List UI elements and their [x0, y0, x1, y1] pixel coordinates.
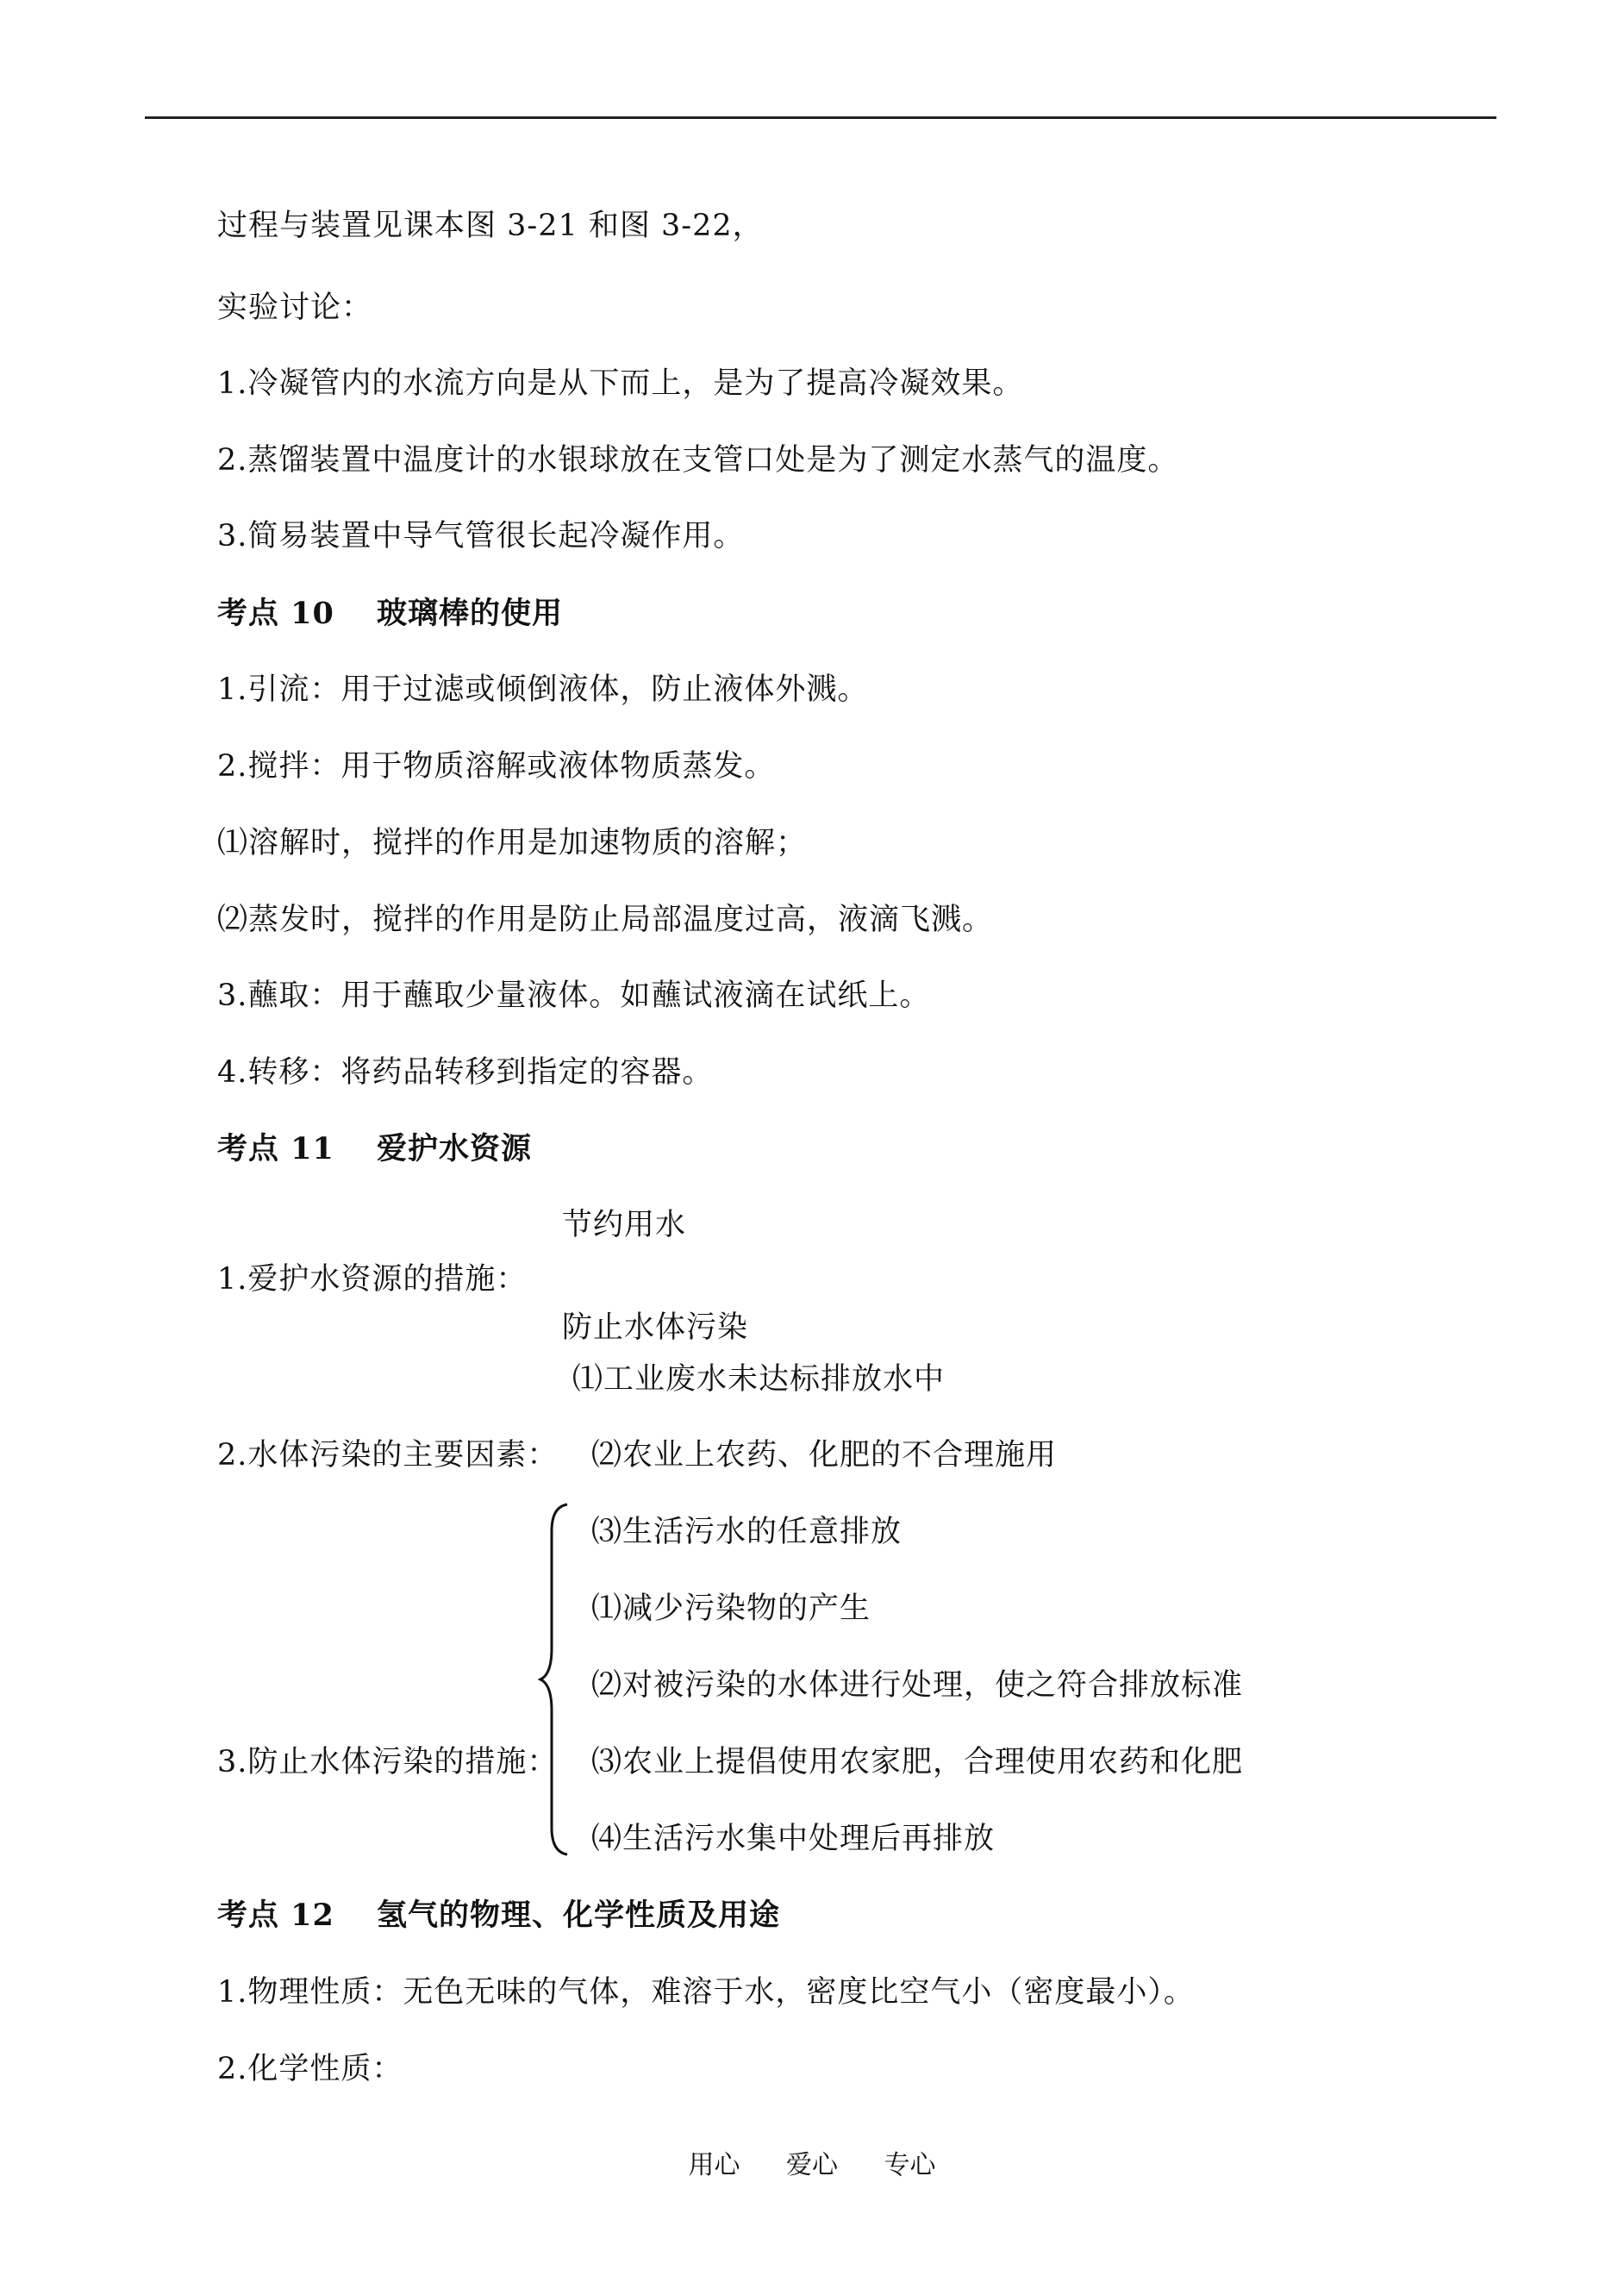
brace-icon: [538, 1502, 572, 1857]
hydrogen-chemical-properties: 2.化学性质：: [217, 2052, 403, 2086]
section-title-12: 氢气的物理、化学性质及用途: [377, 1898, 781, 1933]
glass-rod-item-1: 1.引流：用于过滤或倾倒液体，防止液体外溅。: [217, 672, 869, 707]
footer-text-2: 爱心: [786, 2150, 838, 2180]
section-title-11: 爱护水资源: [377, 1131, 533, 1166]
header-rule: [145, 116, 1496, 119]
pollution-factor-3: ⑶生活污水的任意排放: [591, 1515, 903, 1549]
footer-text-1: 用心: [688, 2150, 740, 2180]
hydrogen-physical-properties: 1.物理性质：无色无味的气体，难溶于水，密度比空气小（密度最小）。: [217, 1975, 1195, 2010]
prevention-measures-label: 3.防止水体污染的措施：: [217, 1745, 559, 1779]
glass-rod-item-4: 4.转移：将药品转移到指定的容器。: [217, 1055, 714, 1090]
glass-rod-item-2: 2.搅拌：用于物质溶解或液体物质蒸发。: [217, 749, 776, 784]
section-number-11: 考点 11: [217, 1131, 334, 1166]
section-heading-11: [217, 1130, 532, 1168]
glass-rod-item-2a: ⑴溶解时，搅拌的作用是加速物质的溶解；: [217, 826, 808, 860]
discussion-item-1: 1.冷凝管内的水流方向是从下而上，是为了提高冷凝效果。: [217, 366, 1024, 401]
page-footer: [0, 2148, 1624, 2183]
section-number-12: 考点 12: [217, 1898, 334, 1933]
discussion-item-2: 2.蒸馏装置中温度计的水银球放在支管口处是为了测定水蒸气的温度。: [217, 443, 1179, 478]
prevention-measure-2: ⑵对被污染的水体进行处理，使之符合排放标准: [591, 1668, 1244, 1703]
section-heading-10: [217, 595, 563, 633]
glass-rod-item-2b: ⑵蒸发时，搅拌的作用是防止局部温度过高，液滴飞溅。: [217, 903, 994, 937]
pollution-factor-2: ⑵农业上农药、化肥的不合理施用: [591, 1438, 1058, 1473]
water-measures-label: 1.爱护水资源的措施：: [217, 1262, 528, 1297]
section-title-10: 玻璃棒的使用: [377, 596, 564, 631]
water-measure-a: 节约用水: [562, 1208, 687, 1242]
discussion-label: 实验讨论：: [217, 291, 373, 325]
prevention-measure-1: ⑴减少污染物的产生: [591, 1591, 871, 1626]
glass-rod-item-3: 3.蘸取：用于蘸取少量液体。如蘸试液滴在试纸上。: [217, 979, 931, 1013]
section-heading-12: [217, 1897, 780, 1935]
prevention-measure-4: ⑷生活污水集中处理后再排放: [591, 1822, 996, 1856]
discussion-item-3: 3.简易装置中导气管很长起冷凝作用。: [217, 519, 745, 553]
water-measure-b: 防止水体污染: [562, 1310, 749, 1345]
prevention-measure-3: ⑶农业上提倡使用农家肥，合理使用农药和化肥: [591, 1745, 1244, 1779]
footer-text-3: 专心: [884, 2150, 936, 2180]
pollution-factor-1: ⑴工业废水未达标排放水中: [572, 1362, 946, 1397]
section-number-10: 考点 10: [217, 596, 334, 631]
pollution-factors-label: 2.水体污染的主要因素：: [217, 1438, 559, 1473]
intro-text: 过程与装置见课本图 3-21 和图 3-22，: [217, 209, 764, 243]
